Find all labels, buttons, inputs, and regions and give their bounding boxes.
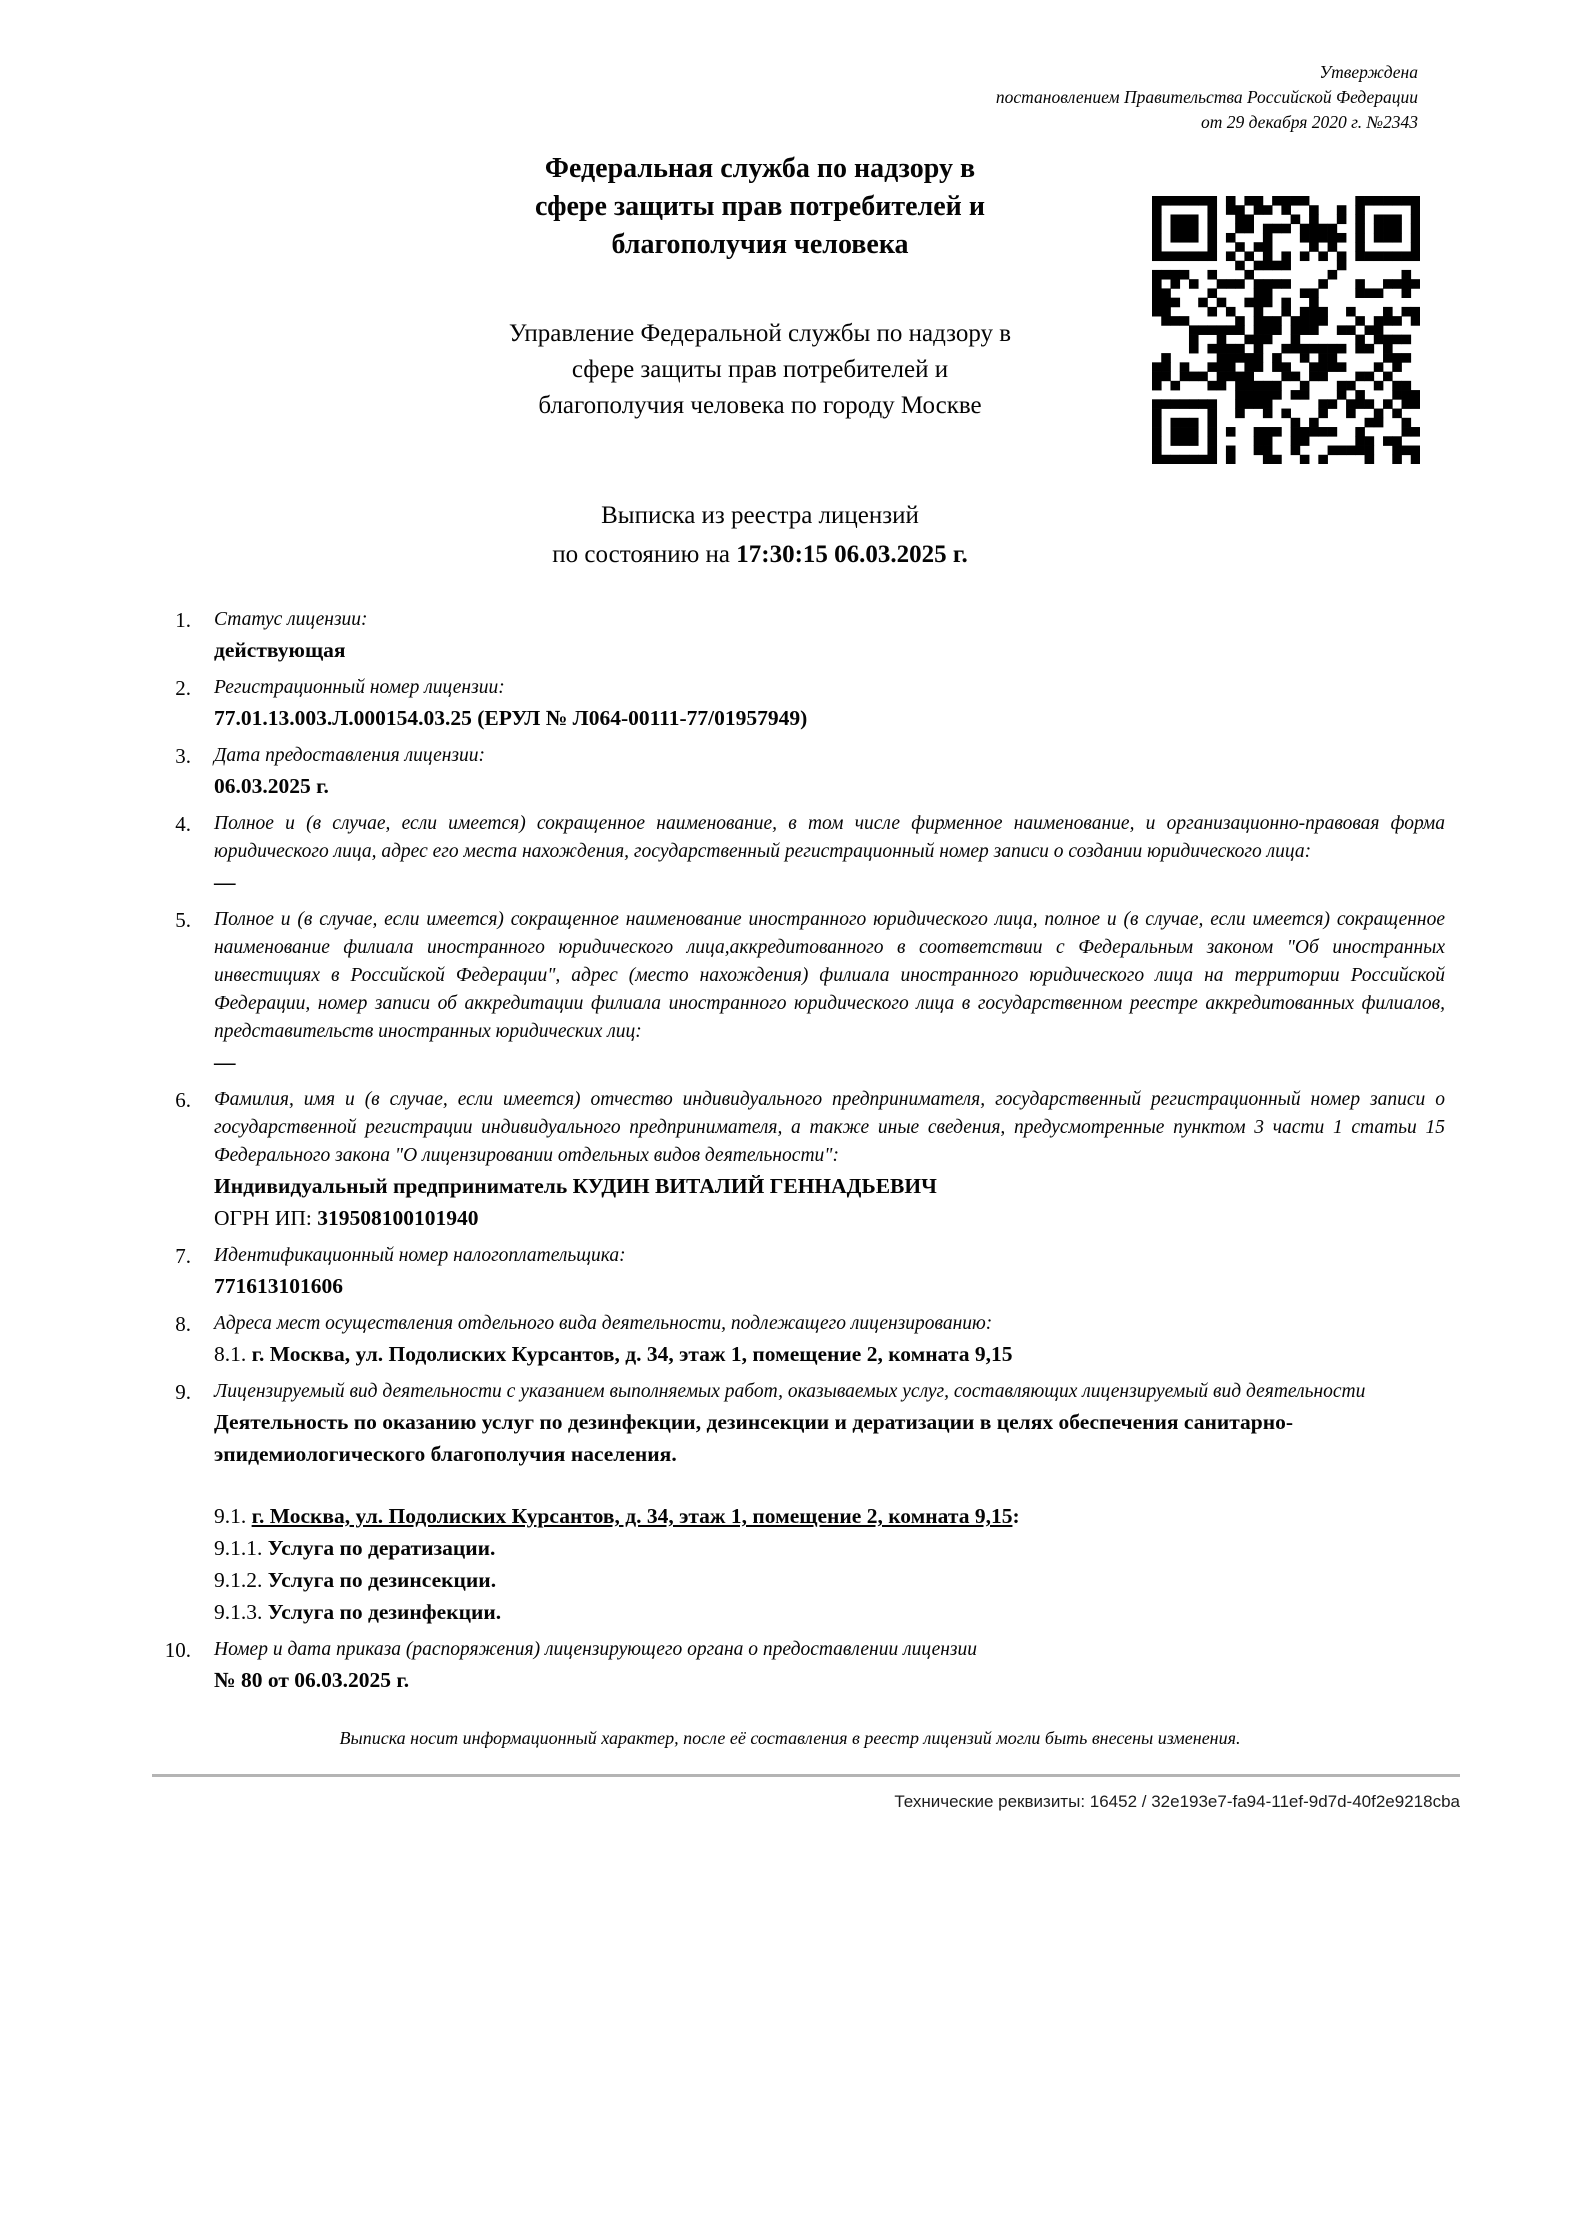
registry-item xyxy=(145,1310,1445,1370)
item-label: Статус лицензии: xyxy=(214,609,368,630)
registry-item xyxy=(145,906,1445,1078)
tech-requisites: Технические реквизиты: 16452 / 32e193e7-fa94-11ef-9d7d-40f2e9218cba xyxy=(894,1792,1460,1811)
item-value xyxy=(214,1532,1445,1564)
item-label: Дата предоставления лицензии: xyxy=(214,745,486,766)
item-number: 2. xyxy=(175,676,191,700)
document-title-line: Выписка из реестра лицензий xyxy=(601,502,919,529)
item-number: 3. xyxy=(175,744,191,768)
item-label: Идентификационный номер налогоплательщика: xyxy=(214,1245,626,1266)
item-label: Адреса мест осуществления отдельного вида деятельности, подлежащего лицензированию: xyxy=(214,1313,993,1334)
item-value xyxy=(214,1338,1445,1370)
item-value-text: г. Москва, ул. Подолиских Курсантов, д. 34, этаж 1, помещение 2, комната 9,15 xyxy=(251,1342,1013,1366)
agency-title-line: Федеральная служба по надзору в xyxy=(544,153,976,184)
agency-title-line: сфере защиты прав потребителей и xyxy=(535,191,985,222)
item-label: Регистрационный номер лицензии: xyxy=(214,677,505,698)
item-number: 1. xyxy=(175,608,191,632)
registry-item xyxy=(145,674,1445,734)
item-value xyxy=(214,1664,1445,1696)
department-title-line: благополучия человека по городу Москве xyxy=(538,392,982,419)
approval-note-line: Утверждена xyxy=(1319,62,1418,82)
footer-note: Выписка носит информационный характер, после её составления в реестр лицензий могли быть внесены изменения. xyxy=(339,1728,1241,1748)
item-value xyxy=(214,1406,1445,1470)
item-value-text: № 80 от 06.03.2025 г. xyxy=(214,1668,410,1692)
item-value-text: Индивидуальный предприниматель КУДИН ВИТАЛИЙ ГЕННАДЬЕВИЧ xyxy=(214,1174,937,1198)
item-value-text: 9.1. xyxy=(214,1504,252,1528)
footer-divider xyxy=(152,1774,1460,1777)
item-value-text: Услуга по дезинсекции. xyxy=(267,1568,497,1592)
item-value-text: 9.1.3. xyxy=(214,1600,268,1624)
item-number: 9. xyxy=(175,1380,191,1404)
item-label: Фамилия, имя и (в случае, если имеется) отчество индивидуального предпринимателя, государственный регистрационный номер записи о государственной регистрации индивидуального предпринимателя, а также иные сведения, предусмотренные пунктом 3 части 1 статьи 15 Федерального закона "О лицензировании отдельных видов деятельности": xyxy=(214,1089,1445,1166)
item-value-text: 06.03.2025 г. xyxy=(214,774,329,798)
item-value-text: ОГРН ИП: xyxy=(214,1206,318,1230)
item-number: 4. xyxy=(175,812,191,836)
item-number: 7. xyxy=(175,1244,191,1268)
items-list xyxy=(145,606,1445,1704)
registry-item xyxy=(145,810,1445,898)
item-number: 5. xyxy=(175,908,191,932)
registry-item xyxy=(145,1086,1445,1234)
document-title xyxy=(0,496,1520,574)
registry-item xyxy=(145,742,1445,802)
item-number: 10. xyxy=(164,1638,191,1662)
qr-code xyxy=(1152,196,1420,464)
as-of-timestamp: 17:30:15 06.03.2025 г. xyxy=(736,541,968,568)
approval-note xyxy=(996,60,1418,135)
approval-note-line: постановлением Правительства Российской Федерации xyxy=(995,87,1418,107)
item-value-text: 8.1. xyxy=(214,1342,252,1366)
approval-note-line: от 29 декабря 2020 г. №2343 xyxy=(1200,112,1418,132)
item-label: Полное и (в случае, если имеется) сокращенное наименование, в том числе фирменное наименование, и организационно-правовая форма юридического лица, адрес его места нахождения, государственный регистрационный номер записи о создании юридического лица: xyxy=(214,813,1445,862)
item-value xyxy=(214,770,1445,802)
item-value-text: — xyxy=(214,870,236,894)
item-value-text: Деятельность по оказанию услуг по дезинфекции, дезинсекции и дератизации в целях обеспечения санитарно-эпидемиологического благополучия населения. xyxy=(214,1410,1294,1466)
agency-title-line: благополучия человека xyxy=(611,229,909,260)
item-value-text: 9.1.1. xyxy=(214,1536,268,1560)
item-value-text: — xyxy=(214,1050,236,1074)
item-label: Полное и (в случае, если имеется) сокращенное наименование иностранного юридического лица, полное и (в случае, если имеется) сокращенное наименование филиала иностранного юридического лица,аккредитованного в соответствии с Федеральным законом "Об иностранных инвестициях в Российской Федерации", адрес (место нахождения) филиала иностранного юридического лица на территории Российской Федерации, номер записи об аккредитации филиала иностранного юридического лица в государственном реестре аккредитованных филиалов, представительств иностранных юридических лиц: xyxy=(214,909,1445,1042)
item-value-text: г. Москва, ул. Подолиских Курсантов, д. 34, этаж 1, помещение 2, комната 9,15 xyxy=(251,1504,1013,1528)
department-title-line: сфере защиты прав потребителей и xyxy=(571,356,949,383)
registry-item xyxy=(145,1636,1445,1696)
item-value xyxy=(214,1500,1445,1532)
item-value xyxy=(214,1564,1445,1596)
item-value-text: Услуга по дезинфекции. xyxy=(267,1600,502,1624)
item-value xyxy=(214,1596,1445,1628)
item-value xyxy=(214,702,1445,734)
item-value-text: 771613101606 xyxy=(214,1274,343,1298)
registry-item xyxy=(145,606,1445,666)
item-value-text: 319508100101940 xyxy=(317,1206,479,1230)
item-number: 6. xyxy=(175,1088,191,1112)
item-value xyxy=(214,1202,1445,1234)
item-value xyxy=(214,1046,1445,1078)
item-value-text: Услуга по дератизации. xyxy=(267,1536,496,1560)
item-number: 8. xyxy=(175,1312,191,1336)
as-of-prefix: по состоянию на xyxy=(552,541,737,568)
item-label: Лицензируемый вид деятельности с указанием выполняемых работ, оказываемых услуг, составляющих лицензируемый вид деятельности xyxy=(214,1381,1366,1402)
item-label: Номер и дата приказа (распоряжения) лицензирующего органа о предоставлении лицензии xyxy=(214,1639,978,1660)
item-value xyxy=(214,634,1445,666)
item-value-text: действующая xyxy=(214,638,346,662)
item-value xyxy=(214,1170,1445,1202)
item-value-text: 77.01.13.003.Л.000154.03.25 (ЕРУЛ № Л064-00111-77/01957949) xyxy=(214,706,808,730)
registry-item xyxy=(145,1242,1445,1302)
item-value-text: 9.1.2. xyxy=(214,1568,268,1592)
item-value xyxy=(214,1270,1445,1302)
department-title-line: Управление Федеральной службы по надзору в xyxy=(508,320,1012,347)
item-value xyxy=(214,866,1445,898)
registry-item xyxy=(145,1378,1445,1628)
document-as-of-line xyxy=(0,535,1520,574)
item-value-text: : xyxy=(1012,1504,1020,1528)
